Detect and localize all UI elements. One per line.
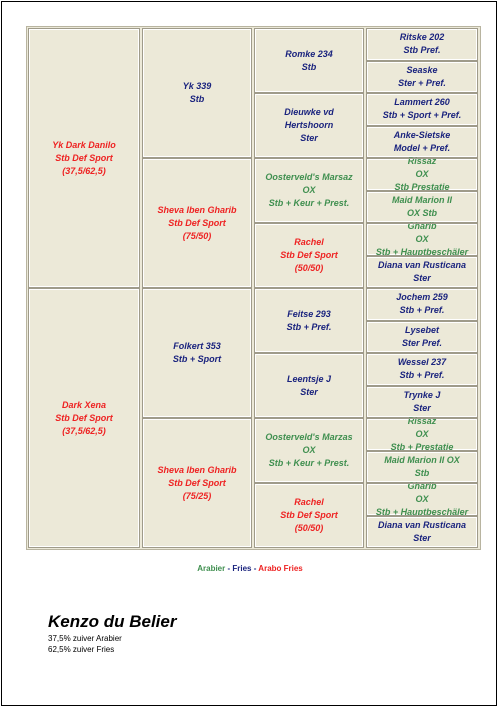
pedigree-line: Sheva Iben Gharib	[157, 204, 237, 215]
pedigree-cell-gen3	[255, 419, 363, 482]
legend-separator: -	[225, 564, 233, 573]
pedigree-line: OX Stb	[406, 207, 437, 218]
pedigree-line: Stb + Pref.	[399, 370, 445, 381]
pedigree-line: Feitse 293	[287, 308, 331, 319]
pedigree-line: Stb Def Sport	[55, 152, 113, 163]
pedigree-line: OX	[415, 233, 429, 244]
pedigree-line: Stb	[414, 467, 430, 478]
pedigree-line: Stb + Pref.	[399, 305, 445, 316]
pedigree-cell-gen4	[367, 387, 477, 418]
pedigree-line: Hertshoorn	[284, 120, 334, 130]
pedigree-line: OX	[302, 445, 316, 455]
pedigree-line: Stb + Hauptbeschäler	[375, 246, 469, 257]
pedigree-line: (50/50)	[294, 263, 324, 273]
pedigree-line: Jochem 259	[396, 292, 448, 303]
pedigree-line: Maid Marion II	[391, 194, 452, 205]
pedigree-cell-gen3	[255, 159, 363, 222]
legend-fries: Fries	[232, 564, 252, 573]
pedigree-line: Stb	[189, 94, 205, 104]
pedigree-line: Yk Dark Danilo	[52, 139, 116, 150]
pedigree-line: Romke 234	[285, 48, 333, 59]
pedigree-line: OX	[415, 168, 429, 179]
pedigree-line: Stb Def Sport	[168, 477, 226, 488]
pedigree-line: Ster	[300, 133, 318, 143]
pedigree-line: Stb Prestatie	[394, 181, 450, 192]
pedigree-cell-gen4	[367, 220, 477, 257]
pedigree-line: Stb Def Sport	[168, 217, 226, 228]
pedigree-cell-gen2	[143, 289, 251, 417]
pedigree-line: Stb + Pref.	[286, 321, 332, 332]
pedigree-line: Seaske	[406, 64, 438, 75]
pedigree-table	[26, 26, 481, 550]
pedigree-line: Stb Def Sport	[280, 510, 338, 520]
pedigree-line: (37,5/62,5)	[62, 165, 106, 176]
pedigree-cell-gen4	[367, 415, 477, 452]
pedigree-cell-gen4	[367, 354, 477, 385]
pedigree-line: Model + Pref.	[393, 142, 451, 153]
pedigree-cell-gen3	[255, 29, 363, 92]
pedigree-line: OX	[415, 493, 429, 504]
pedigree-line: Sheva Iben Gharib	[157, 464, 237, 475]
pedigree-cell-gen2	[143, 419, 251, 547]
pedigree-line: Ster	[413, 532, 431, 543]
pedigree-cell-gen4	[367, 94, 477, 125]
pedigree-line: (75/25)	[182, 490, 212, 501]
pedigree-line: OX	[302, 185, 316, 195]
pedigree-line: Ster	[413, 272, 431, 283]
pedigree-line: Stb Def Sport	[280, 250, 338, 260]
arabier-percentage: 37,5% zuiver Arabier	[48, 634, 122, 643]
pedigree-cell-gen4	[367, 257, 477, 288]
pedigree-line: Diana van Rusticana	[377, 259, 467, 270]
pedigree-line: Stb Def Sport	[55, 412, 113, 423]
pedigree-line: Rissaz	[407, 415, 437, 426]
pedigree-cell-gen3	[255, 354, 363, 417]
pedigree-cell-gen4	[367, 452, 477, 483]
pedigree-line: Lysebet	[404, 324, 439, 335]
pedigree-line: Maid Marion II OX	[384, 454, 460, 465]
pedigree-cell-gen3	[255, 484, 363, 547]
pedigree-cell-gen4	[367, 480, 477, 517]
pedigree-cell-gen1	[29, 29, 139, 287]
pedigree-line: Stb + Keur + Prest.	[268, 458, 350, 468]
pedigree-line: Wessel 237	[397, 357, 447, 368]
pedigree-line: Ster + Pref.	[398, 77, 446, 88]
pedigree-line: Lammert 260	[394, 97, 450, 108]
pedigree-cell-gen4	[367, 62, 477, 93]
pedigree-line: Diana van Rusticana	[377, 519, 467, 530]
pedigree-line: Oosterveld's Marzas	[265, 432, 353, 442]
pedigree-line: Stb	[301, 61, 317, 72]
pedigree-cell-gen3	[255, 289, 363, 352]
pedigree-line: (50/50)	[294, 523, 324, 533]
pedigree-cell-gen4	[367, 127, 477, 158]
pedigree-line: Yk 339	[182, 81, 212, 91]
horse-name: Kenzo du Belier	[48, 612, 177, 631]
pedigree-line: Stb + Keur + Prest.	[268, 198, 350, 208]
legend-arabier: Arabier	[197, 564, 226, 573]
pedigree-line: OX	[415, 428, 429, 439]
pedigree-line: Stb + Hauptbeschäler	[375, 506, 469, 517]
pedigree-line: Stb + Sport + Pref.	[382, 110, 462, 121]
pedigree-cell-gen1	[29, 289, 139, 547]
pedigree-line: Oosterveld's Marsaz	[265, 172, 353, 182]
pedigree-line: Gharib	[407, 480, 437, 491]
pedigree-line: Ster Pref.	[401, 337, 443, 348]
pedigree-cell-gen2	[143, 159, 251, 287]
pedigree-line: Trynke J	[403, 389, 441, 400]
fries-percentage: 62,5% zuiver Fries	[48, 645, 115, 654]
pedigree-line: Ster	[300, 386, 318, 397]
legend-separator: -	[251, 564, 259, 573]
pedigree-cell-gen4	[367, 155, 477, 192]
pedigree-line: Stb + Prestatie	[390, 441, 454, 452]
pedigree-line: Leentsje J	[286, 373, 332, 384]
pedigree-cell-gen2	[143, 29, 251, 157]
pedigree-line: Folkert 353	[173, 341, 221, 351]
pedigree-line: Anke-Sietske	[393, 129, 451, 140]
pedigree-line: Dieuwke vd	[284, 107, 334, 117]
pedigree-line: Rachel	[294, 237, 324, 247]
pedigree-line: Gharib	[407, 220, 437, 231]
pedigree-cell-gen4	[367, 289, 477, 320]
pedigree-cell-gen4	[367, 29, 477, 60]
pedigree-line: Stb Pref.	[403, 45, 441, 56]
pedigree-cell-gen3	[255, 224, 363, 287]
pedigree-line: Rachel	[294, 497, 324, 507]
pedigree-line: Rissaz	[407, 155, 437, 166]
pedigree-line: Ster	[413, 402, 431, 413]
pedigree-line: Dark Xena	[61, 399, 107, 410]
pedigree-line: (37,5/62,5)	[62, 425, 106, 436]
pedigree-cell-gen3	[255, 94, 363, 157]
pedigree-line: Ritske 202	[399, 32, 445, 43]
pedigree-line: Stb + Sport	[172, 354, 222, 364]
color-legend	[0, 564, 500, 573]
pedigree-cell-gen4	[367, 322, 477, 353]
pedigree-cell-gen4	[367, 192, 477, 223]
pedigree-cell-gen4	[367, 517, 477, 548]
pedigree-line: (75/50)	[182, 230, 212, 241]
legend-arabo-fries: Arabo Fries	[258, 564, 303, 573]
